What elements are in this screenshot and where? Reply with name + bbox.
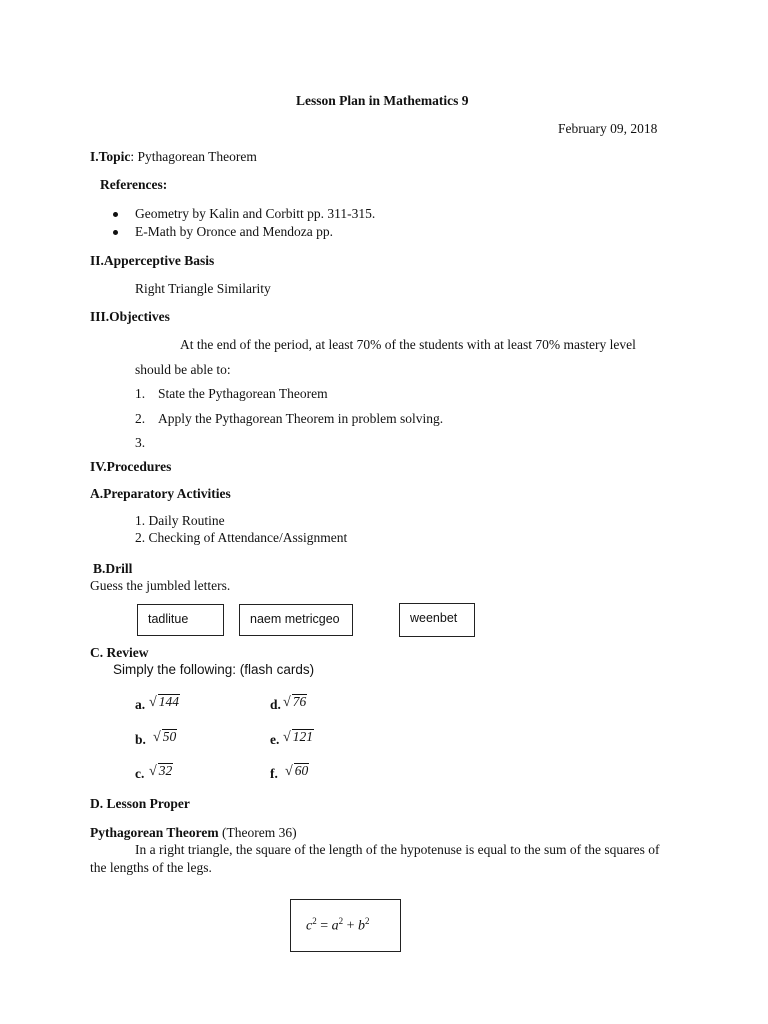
objective-num: 3. (135, 435, 146, 450)
review-item-letter: a. (135, 697, 146, 712)
formula-b: b (358, 918, 366, 934)
theorem-name: Pythagorean Theorem (90, 825, 219, 840)
sqrt-icon: √ (283, 695, 291, 710)
apperceptive-text: Right Triangle Similarity (135, 281, 271, 296)
formula-exp: 2 (365, 916, 370, 926)
radicand: 144 (158, 694, 179, 709)
radicand: 121 (292, 729, 313, 744)
theorem-text-cont: the lengths of the legs. (90, 860, 212, 875)
reference-item: Geometry by Kalin and Corbitt pp. 311-315. (135, 206, 376, 221)
objectives-label: III.Objectives (90, 309, 170, 324)
drill-word-box: naem metricgeo (239, 604, 353, 636)
theorem-ref: (Theorem 36) (218, 825, 297, 840)
sqrt-expression (283, 694, 307, 711)
radicand: 32 (158, 763, 173, 778)
preparatory-label: A.Preparatory Activities (90, 486, 231, 501)
sqrt-icon: √ (149, 764, 157, 779)
references-label: References: (100, 177, 168, 192)
formula-plus: + (343, 918, 359, 934)
sqrt-icon: √ (285, 764, 293, 779)
formula-exp: 2 (338, 916, 344, 926)
objective-num: 2. (135, 411, 146, 426)
apperceptive-label: II.Apperceptive Basis (90, 253, 215, 268)
topic-line (90, 149, 257, 165)
radicand: 76 (292, 694, 307, 709)
sqrt-expression (149, 763, 173, 780)
sqrt-expression (153, 729, 177, 746)
objective-text: Apply the Pythagorean Theorem in problem solving. (158, 411, 444, 426)
document-title: Lesson Plan in Mathematics 9 (296, 93, 469, 108)
drill-instruction: Guess the jumbled letters. (90, 578, 231, 593)
sqrt-icon: √ (153, 730, 161, 745)
sqrt-expression (149, 694, 180, 711)
review-item-letter: e. (270, 732, 280, 747)
theorem-heading (90, 825, 297, 841)
review-item-letter: c. (135, 766, 145, 781)
objectives-intro-cont: should be able to: (135, 362, 231, 377)
sqrt-icon: √ (149, 695, 157, 710)
sqrt-icon: √ (283, 730, 291, 745)
review-label: C. Review (90, 645, 149, 660)
procedures-label: IV.Procedures (90, 459, 172, 474)
radicand: 60 (294, 763, 309, 778)
preparatory-item: 1. Daily Routine (135, 513, 225, 528)
topic-label: I.Topic (90, 149, 131, 164)
formula-box (290, 899, 401, 952)
bullet-icon (113, 212, 118, 217)
reference-item: E-Math by Oronce and Mendoza pp. (135, 224, 333, 239)
formula-exp: 2 (312, 916, 317, 926)
sqrt-expression (283, 729, 314, 746)
sqrt-expression (285, 763, 309, 780)
theorem-text: In a right triangle, the square of the length of the hypotenuse is equal to the sum of the squares of (135, 842, 660, 857)
review-item-letter: f. (270, 766, 278, 781)
formula-a: a (331, 918, 339, 934)
drill-word-box: weenbet (399, 603, 475, 637)
document-date: February 09, 2018 (558, 121, 658, 136)
drill-word-box: tadlitue (137, 604, 224, 636)
review-item-letter: b. (135, 732, 146, 747)
formula-c: c (306, 918, 313, 934)
topic-value: : Pythagorean Theorem (130, 149, 257, 164)
review-instruction: Simply the following: (flash cards) (113, 662, 315, 677)
drill-label: B.Drill (93, 561, 133, 576)
bullet-icon (113, 230, 118, 235)
formula-eq: = (316, 918, 332, 934)
preparatory-item: 2. Checking of Attendance/Assignment (135, 530, 348, 545)
objective-text: State the Pythagorean Theorem (158, 386, 328, 401)
lesson-label: D. Lesson Proper (90, 796, 190, 811)
objective-num: 1. (135, 386, 146, 401)
objectives-intro: At the end of the period, at least 70% of the students with at least 70% mastery level (180, 337, 636, 352)
radicand: 50 (162, 729, 177, 744)
review-item-letter: d. (270, 697, 281, 712)
